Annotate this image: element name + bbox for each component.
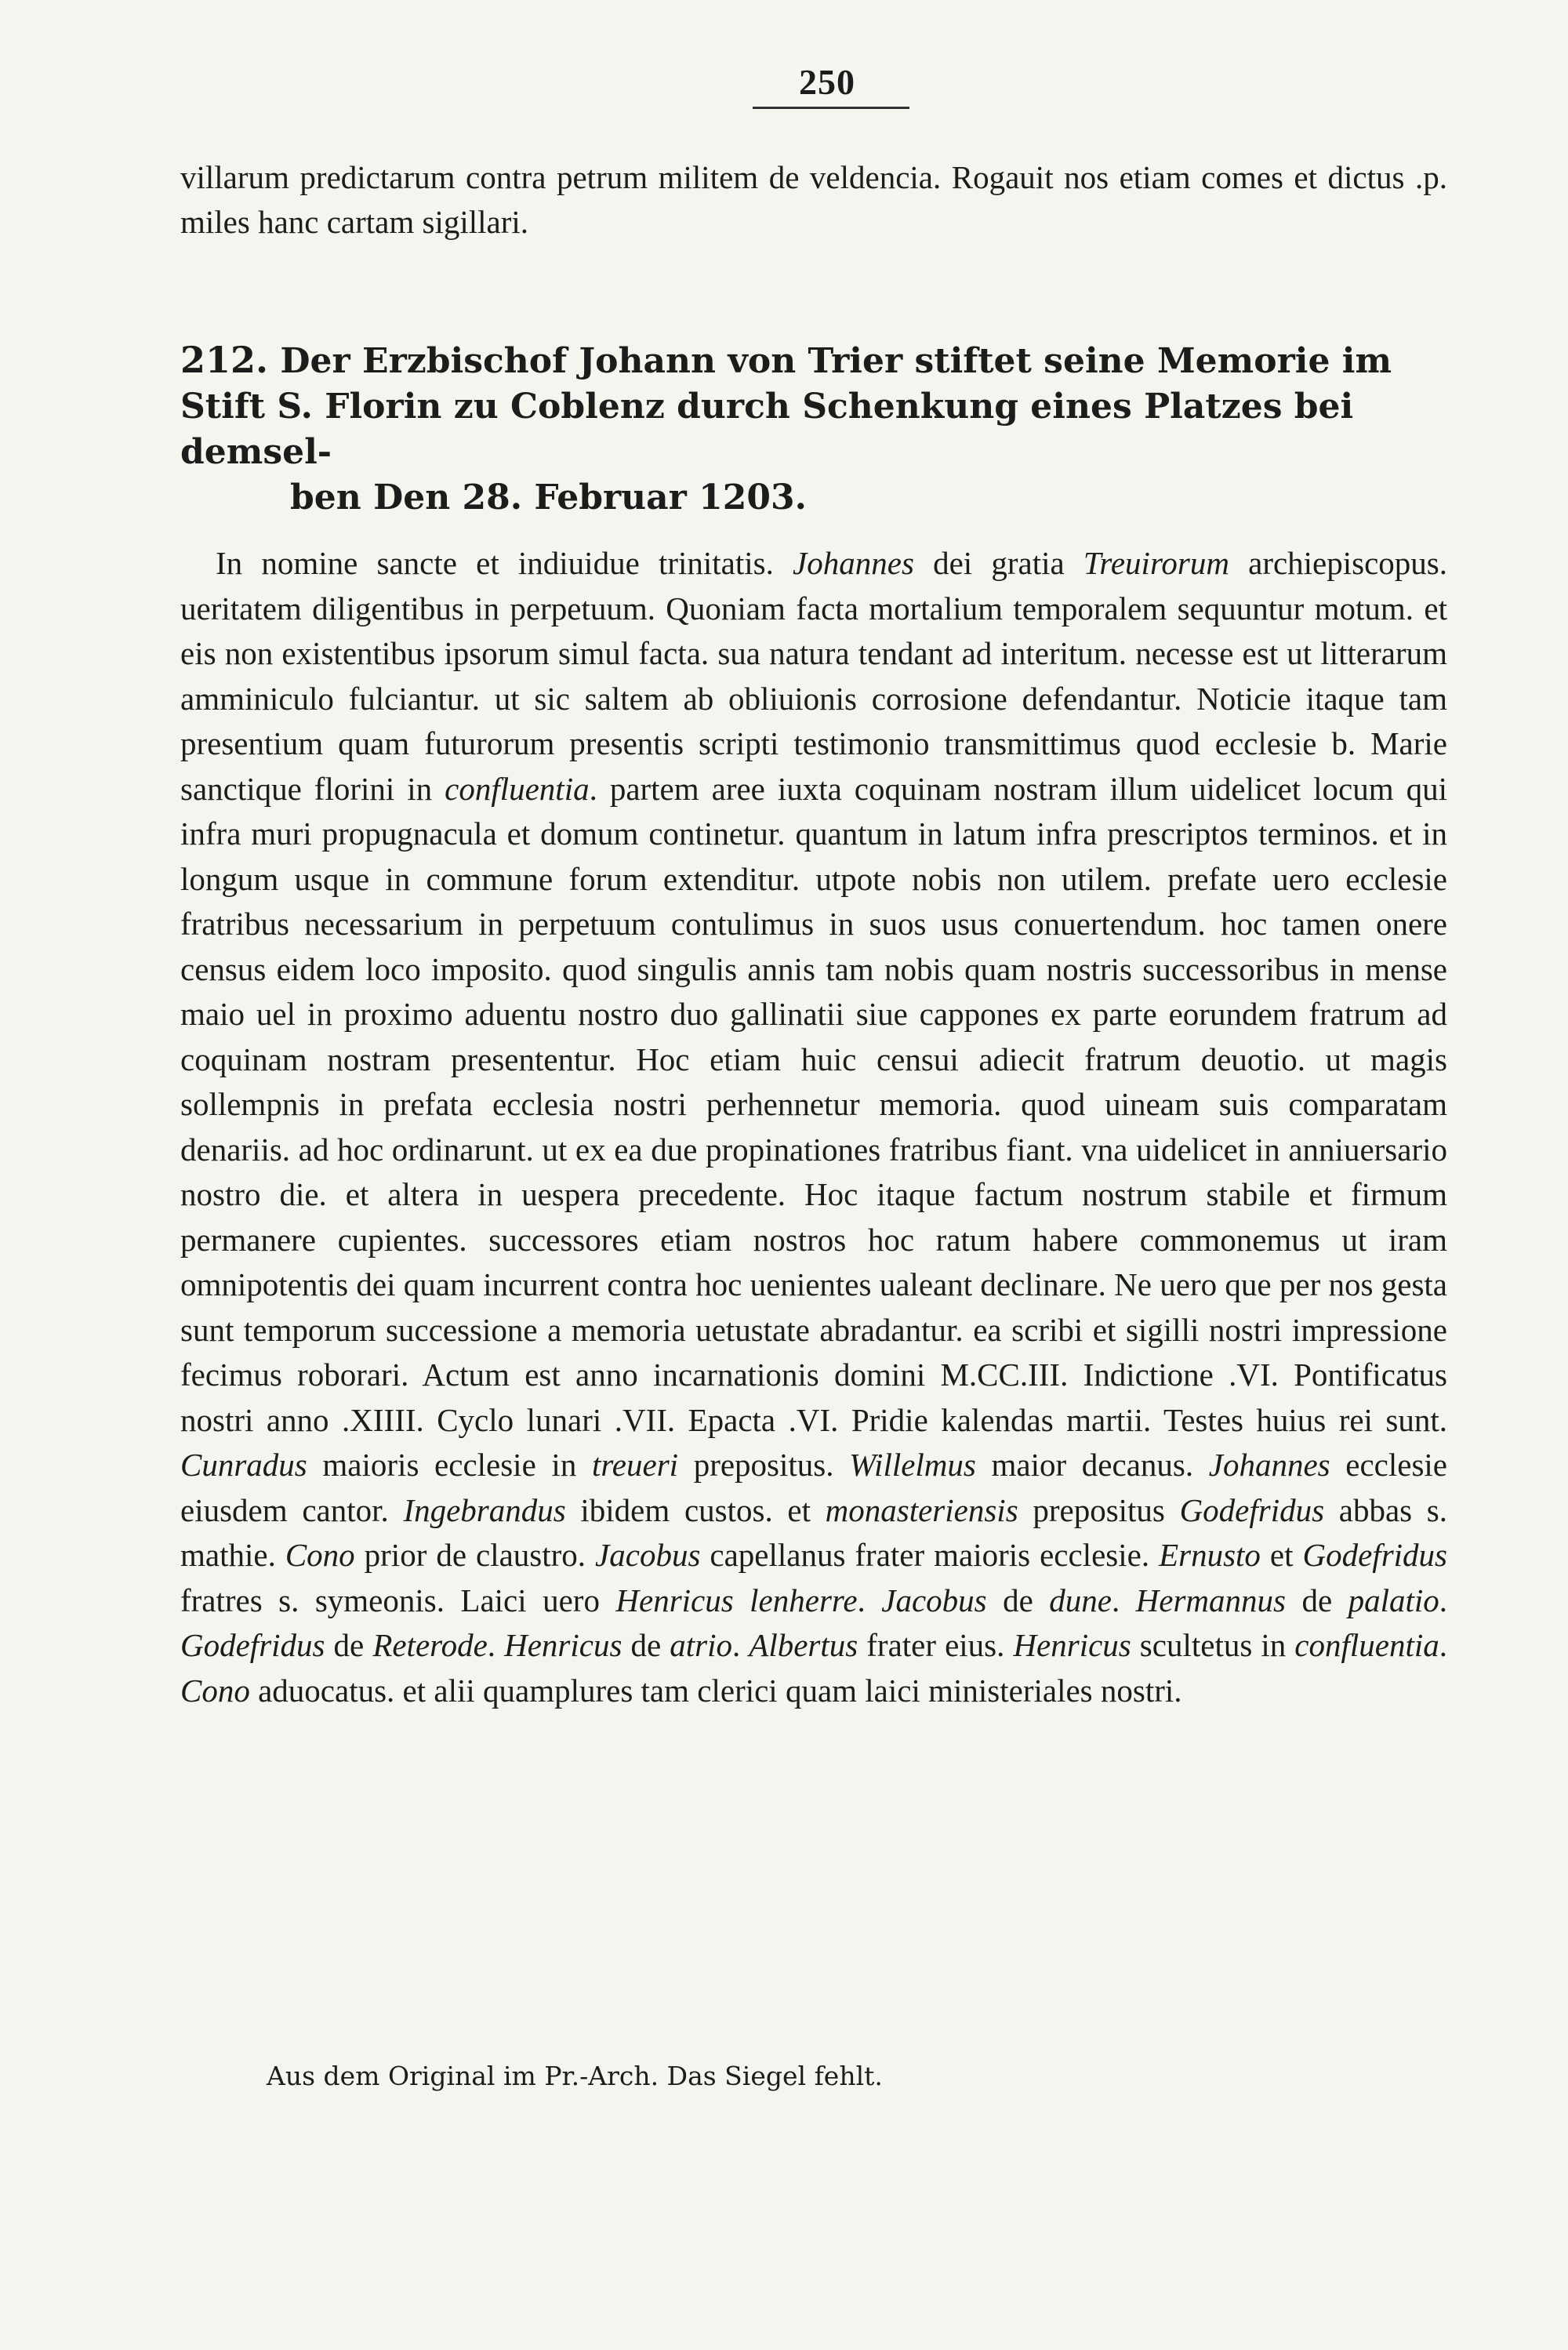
heading-line-2: ben Den 28. Februar 1203. bbox=[290, 478, 807, 518]
charter-body bbox=[180, 541, 1447, 1713]
page-number-rule bbox=[753, 107, 909, 109]
document-heading bbox=[180, 337, 1447, 521]
document-number: 212. bbox=[180, 339, 269, 381]
intro-paragraph bbox=[180, 155, 1447, 245]
intro-text: villarum predictarum contra petrum militem de veldencia. Rogauit nos etiam comes et dictus .p. miles hanc cartam sigillari. bbox=[180, 159, 1447, 240]
page-number: 250 bbox=[799, 62, 855, 102]
heading-line-1: Der Erzbischof Johann von Trier stiftet seine Memorie im Stift S. Florin zu Coblenz durch Schenkung eines Platzes bei demsel- bbox=[180, 341, 1392, 472]
source-note: Aus dem Original im Pr.-Arch. Das Siegel fehlt. bbox=[267, 2061, 883, 2091]
charter-text: In nomine sancte et indiuidue trinitatis. Johannes dei gratia Treuirorum archiepiscopus. ueritatem diligentibus in perpetuum. Quoniam facta mortalium temporalem sequuntur motum. et eis non existentibus ipsorum simul facta. sua natura tendant ad interitum. necesse est ut litterarum amminiculo fulciantur. ut sic saltem ab obliuionis corrosione defendantur. Noticie itaque tam presentium quam futurorum presentis scripti testimonio transmittimus quod ecclesie b. Marie sanctique florini in confluentia. partem aree iuxta coquinam nostram illum uidelicet locum qui infra muri propugnacula et domum continetur. quantum in latum infra prescriptos terminos. et in longum usque in commune forum extenditur. utpote nobis non utilem. prefate uero ecclesie fratribus necessarium in perpetuum contulimus in suos usus conuertendum. hoc tamen onere census eidem loco imposito. quod singulis annis tam nobis quam nostris successoribus in mense maio uel in proximo aduentu nostro duo gallinatii siue cappones ex parte eorundem fratrum ad coquinam nostram presententur. Hoc etiam huic censui adiecit fratrum deuotio. ut magis sollempnis in prefata ecclesia nostri perhennetur memoria. quod uineam suis comparatam denariis. ad hoc ordinarunt. ut ex ea due propinationes fratribus fiant. vna uidelicet in anniuersario nostro die. et altera in uespera precedente. Hoc itaque factum nostrum stabile et firmum permanere cupientes. successores etiam nostros hoc ratum habere commonemus ut iram omnipotentis dei quam incurrent contra hoc uenientes ualeant declinare. Ne uero que per nos gesta sunt temporum successione a memoria uetustate abradantur. ea scribi et sigilli nostri impressione fecimus roborari. Actum est anno incarnationis domini M.CC.III. Indictione .VI. Pontificatus nostri anno .XIIII. Cyclo lunari .VII. Epacta .VI. Pridie kalendas martii. Testes huius rei sunt. Cunradus maioris ecclesie in treueri prepositus. Willelmus maior decanus. Johannes ecclesie eiusdem cantor. Ingebrandus ibidem custos. et monasteriensis prepositus Godefridus abbas s. mathie. Cono prior de claustro. Jacobus capellanus frater maioris ecclesie. Ernusto et Godefridus fratres s. symeonis. Laici uero Henricus lenherre. Jacobus de dune. Hermannus de palatio. Godefridus de Reterode. Henricus de atrio. Albertus frater eius. Henricus scultetus in confluentia. Cono aduocatus. et alii quamplures tam clerici quam laici ministeriales nostri. bbox=[180, 545, 1448, 1709]
